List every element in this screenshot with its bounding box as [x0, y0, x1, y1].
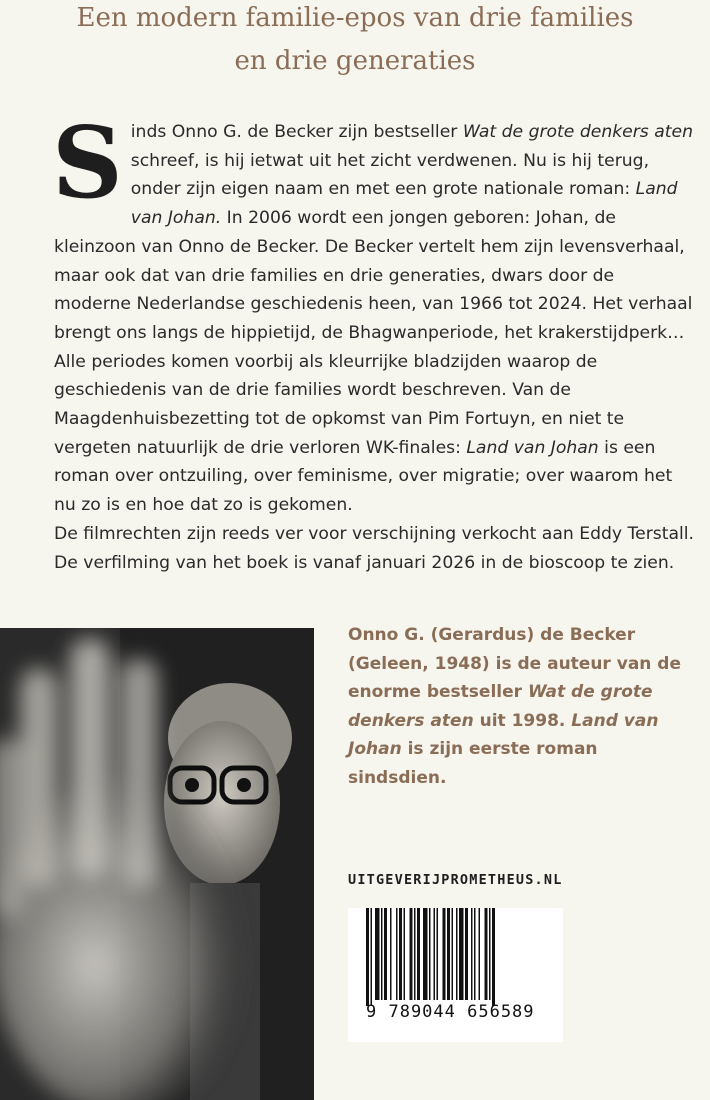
barcode-bar	[375, 908, 380, 1000]
barcode-bar	[489, 908, 491, 1000]
barcode-bars-icon	[364, 908, 549, 1008]
book-title: Land van Johan	[348, 710, 659, 759]
barcode-bar	[371, 908, 373, 1006]
barcode-bar	[384, 908, 387, 1000]
barcode-bar	[492, 908, 495, 1006]
blurb-paragraph-2: De filmrechten zijn reeds ver voor verschijning verkocht aan Eddy Terstall. De verfilming van het boek is vanaf januari 2026 in de bioscoop te zien.	[54, 523, 694, 573]
barcode-bar	[437, 908, 439, 1000]
barcode-bar	[390, 908, 392, 1000]
barcode-bar	[452, 908, 454, 1000]
blurb-text: In 2006 wordt een jongen geboren: Johan, de kleinzoon van Onno de Becker. De Becker vertelt hem zijn levensverhaal, maar ook dat van drie families en drie generaties, dwars door de moderne Nederlandse geschiedenis heen, van 1966 tot 2024. Het verhaal brengt ons langs de hippietijd, de Bhagwanperiode, het krakerstijdperk… Alle periodes komen voorbij als kleurrijke bladzijden waarop de geschiedenis van de drie families wordt beschreven. Van de Maagdenhuisbezetting tot de opkomst van Pim Fortuyn, en niet te vergeten natuurlijk de drie verloren WK-finales:	[54, 208, 693, 458]
barcode-bar	[459, 908, 464, 1000]
headline-line-2: en drie generaties	[234, 46, 476, 76]
book-title: Wat de grote denkers aten	[348, 682, 653, 731]
barcode-bar	[381, 908, 383, 1000]
book-title: Land van Johan	[466, 437, 599, 458]
blurb	[52, 106, 694, 577]
author-bio	[348, 621, 700, 792]
barcode-bar	[443, 908, 446, 1000]
bio-text: Onno G. (Gerardus) de Becker (Geleen, 1948) is de auteur van de enorme bestseller	[348, 625, 682, 702]
blurb-paragraph-1	[52, 106, 694, 520]
barcode-bar	[399, 908, 402, 1000]
barcode-bar	[404, 908, 406, 1000]
barcode-number: 9 789044 656589	[366, 1002, 535, 1022]
barcode-bar	[456, 908, 458, 1000]
barcode-bar	[423, 908, 428, 1000]
barcode-bar	[414, 908, 416, 1000]
bio-paragraph	[348, 621, 700, 792]
bio-text: is zijn eerste roman sindsdien.	[348, 739, 598, 788]
book-title: Land van Johan.	[130, 179, 678, 229]
blurb-text: is een roman over ontzuiling, over feminisme, over migratie; over waarom het nu zo is en hoe dat zo is gekomen.	[54, 437, 673, 516]
bio-text: uit 1998.	[473, 710, 572, 731]
author-portrait-icon	[0, 628, 314, 1100]
drop-cap: S	[52, 106, 123, 221]
barcode-bar	[474, 908, 476, 1000]
barcode-bar	[434, 908, 436, 1000]
barcode-bar	[479, 908, 481, 1000]
barcode-bar	[417, 908, 420, 1000]
barcode	[348, 908, 563, 1042]
blurb-text: inds Onno G. de Becker zijn bestseller	[130, 122, 463, 142]
barcode-bar	[429, 908, 431, 1000]
publisher-url[interactable]: UITGEVERIJPROMETHEUS.NL	[348, 872, 563, 888]
barcode-bar	[485, 908, 488, 1000]
barcode-bar	[410, 908, 413, 1000]
author-photo	[0, 628, 314, 1100]
book-title: Wat de grote denkers aten	[462, 122, 693, 142]
barcode-bar	[465, 908, 468, 1000]
barcode-bar	[447, 908, 450, 1000]
barcode-bar	[366, 908, 369, 1006]
barcode-bar	[396, 908, 398, 1000]
headline-line-1: Een modern familie-epos van drie families	[76, 3, 634, 33]
blurb-text: schreef, is hij ietwat uit het zicht verdwenen. Nu is hij terug, onder zijn eigen naam en met een grote nationale roman:	[130, 150, 650, 200]
barcode-bar	[471, 908, 473, 1000]
